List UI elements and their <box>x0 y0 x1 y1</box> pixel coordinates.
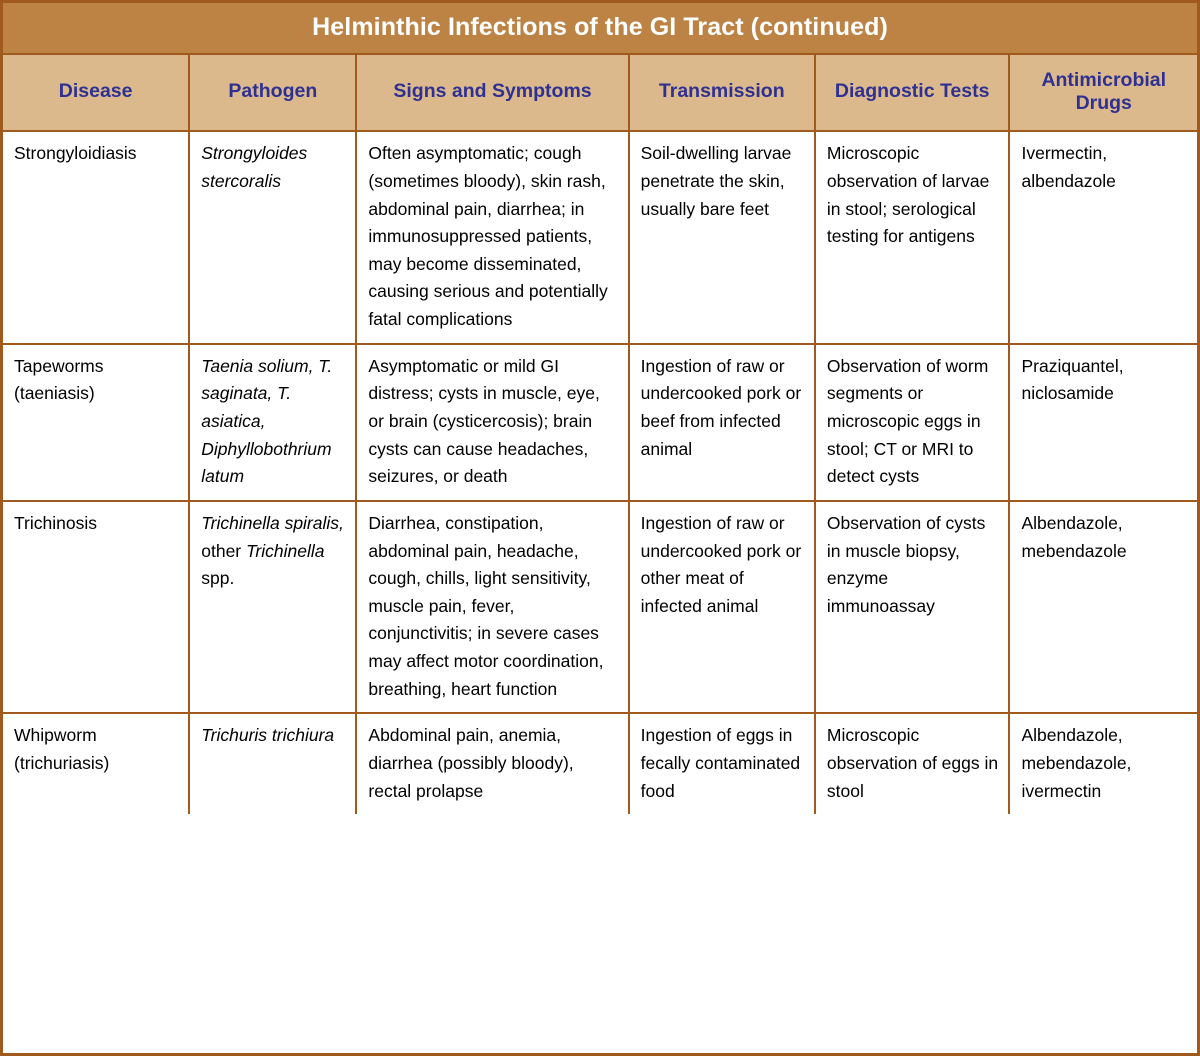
cell-transmission: Soil-dwelling larvae penetrate the skin, usually bare feet <box>629 131 815 343</box>
table-row <box>3 501 1197 713</box>
column-header-disease: Disease <box>3 55 189 131</box>
cell-transmission: Ingestion of eggs in fecally contaminated food <box>629 713 815 814</box>
cell-diagnostic-tests: Observation of cysts in muscle biopsy, enzyme immunoassay <box>815 501 1010 713</box>
column-header-transmission: Transmission <box>629 55 815 131</box>
cell-antimicrobial-drugs: Albendazole, mebendazole, ivermectin <box>1021 725 1132 801</box>
table-row <box>3 344 1197 501</box>
cell-diagnostic-tests: Observation of worm segments or microscopic eggs in stool; CT or MRI to detect cysts <box>815 344 1010 501</box>
pathogen-name-italic: Trichinella spiralis, <box>201 512 344 533</box>
table-row <box>3 131 1197 343</box>
column-header-antimicrobial-drugs: Antimicrobial Drugs <box>1009 55 1197 131</box>
cell-pathogen <box>189 501 356 713</box>
cell-diagnostic-tests: Microscopic observation of eggs in stool <box>815 713 1010 814</box>
table-header <box>3 55 1197 131</box>
cell-antimicrobial-drugs: Ivermectin, albendazole <box>1009 131 1197 343</box>
cell-disease: Whipworm (trichuriasis) <box>3 713 189 814</box>
column-header-diagnostic-tests: Diagnostic Tests <box>815 55 1010 131</box>
column-header-signs-and-symptoms: Signs and Symptoms <box>356 55 628 131</box>
cell-pathogen: Taenia solium, T. saginata, T. asiatica, Diphyllobothrium latum <box>189 344 356 501</box>
cell-disease: Strongyloidiasis <box>3 131 189 343</box>
table-row <box>3 713 1197 814</box>
cell-antimicrobial-drugs: Albendazole, mebendazole <box>1009 501 1197 713</box>
cell-pathogen: Strongyloides stercoralis <box>189 131 356 343</box>
helminthic-infections-table <box>3 3 1197 814</box>
cell-signs-and-symptoms: Abdominal pain, anemia, diarrhea (possibly bloody), rectal prolapse <box>356 713 628 814</box>
cell-transmission: Ingestion of raw or undercooked pork or other meat of infected animal <box>629 501 815 713</box>
cell-signs-and-symptoms: Often asymptomatic; cough (sometimes bloody), skin rash, abdominal pain, diarrhea; in immunosuppressed patients, may become disseminated, causing serious and potentially fatal complications <box>356 131 628 343</box>
cell-transmission: Ingestion of raw or undercooked pork or beef from infected animal <box>629 344 815 501</box>
cell-pathogen: Trichuris trichiura <box>189 713 356 814</box>
cell-disease: Trichinosis <box>3 501 189 713</box>
pathogen-name-italic-2: Trichinella <box>246 540 325 561</box>
cell-diagnostic-tests: Microscopic observation of larvae in stool; serological testing for antigens <box>815 131 1010 343</box>
table-title: Helminthic Infections of the GI Tract (continued) <box>3 3 1197 55</box>
header-row <box>3 55 1197 131</box>
pathogen-name-roman: other <box>201 540 246 561</box>
cell-antimicrobial-drugs: Praziquantel, niclosamide <box>1009 344 1197 501</box>
pathogen-name-roman-2: spp. <box>201 568 235 589</box>
table-body <box>3 131 1197 814</box>
cell-signs-and-symptoms: Diarrhea, constipation, abdominal pain, headache, cough, chills, light sensitivity, muscle pain, fever, conjunctivitis; in severe cases may affect motor coordination, breathing, heart function <box>356 501 628 713</box>
cell-disease: Tapeworms (taeniasis) <box>3 344 189 501</box>
cell-signs-and-symptoms: Asymptomatic or mild GI distress; cysts in muscle, eye, or brain (cysticercosis); brain cysts can cause headaches, seizures, or death <box>356 344 628 501</box>
column-header-pathogen: Pathogen <box>189 55 356 131</box>
